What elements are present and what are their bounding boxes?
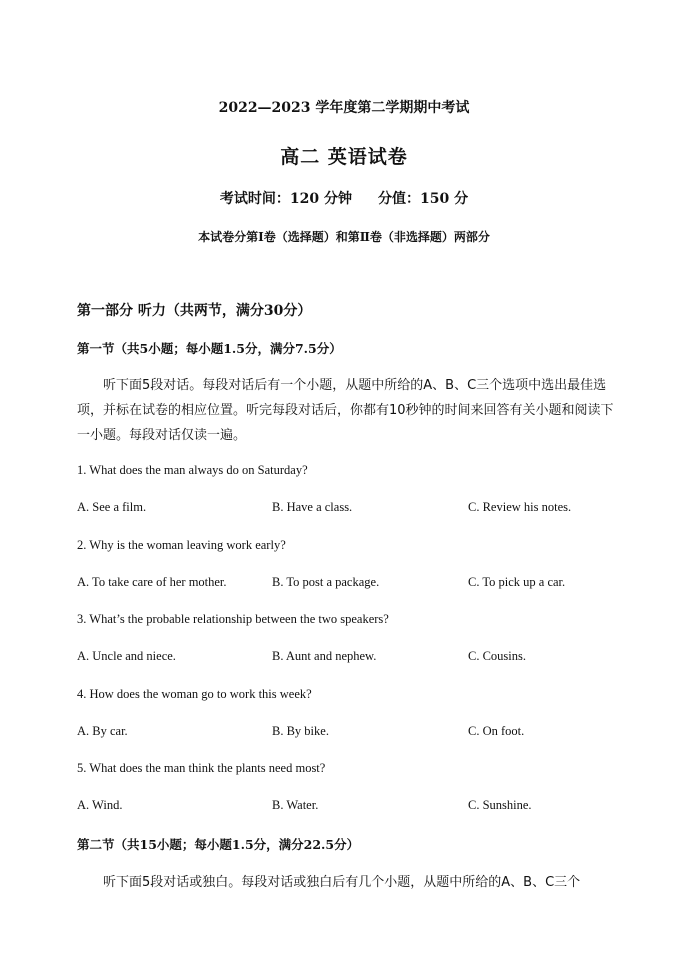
exam-year-heading: 2022—2023 学年度第二学期期中考试 [218,100,470,116]
q4-option-a: A. By car. [77,724,128,738]
question-4: 4. How does the woman go to work this week? [77,687,312,701]
exam-score-label: 分值：150 分 [378,191,469,207]
question-3: 3. What’s the probable relationship between the two speakers? [77,612,389,626]
q4-option-b: B. By bike. [272,724,329,738]
question-1: 1. What does the man always do on Saturday? [77,463,308,477]
section1-instructions: 听下面5段对话。每段对话后有一个小题，从题中所给的A、B、C三个选项中选出最佳选项，并标在试卷的相应位置。听完每段对话后，你都有10秒钟的时间来回答有关小题和阅读下一小题。每段对话仅读一遍。 [77,378,614,443]
q1-option-b: B. Have a class. [272,500,353,514]
structure-note: 本试卷分第Ⅰ卷（选择题）和第Ⅱ卷（非选择题）两部分 [198,230,490,244]
q3-option-b: B. Aunt and nephew. [272,649,377,663]
q1-option-c: C. Review his notes. [468,500,572,514]
q5-option-b: B. Water. [272,798,319,812]
q5-option-c: C. Sunshine. [468,798,532,812]
q3-option-a: A. Uncle and niece. [77,649,176,663]
question-2: 2. Why is the woman leaving work early? [77,538,286,552]
q4-option-c: C. On foot. [468,724,525,738]
exam-meta [0,188,688,208]
section1-title: 第一节（共5小题；每小题1.5分，满分7.5分） [77,341,342,356]
section2-instructions: 听下面5段对话或独白。每段对话或独白后有几个小题，从题中所给的A、B、C三个 [103,875,581,890]
q1-option-a: A. See a film. [77,500,147,514]
q2-option-c: C. To pick up a car. [468,575,566,589]
q3-option-c: C. Cousins. [468,649,527,663]
question-5: 5. What does the man think the plants need most? [77,761,326,775]
q2-option-a: A. To take care of her mother. [77,575,227,589]
q5-option-a: A. Wind. [77,798,123,812]
exam-time-label: 考试时间：120 分钟 [219,191,352,207]
part1-title: 第一部分 听力（共两节，满分30分） [77,303,312,319]
section2-title: 第二节（共15小题；每小题1.5分，满分22.5分） [77,837,360,852]
exam-title: 高二 英语试卷 [280,146,408,168]
q2-option-b: B. To post a package. [272,575,380,589]
